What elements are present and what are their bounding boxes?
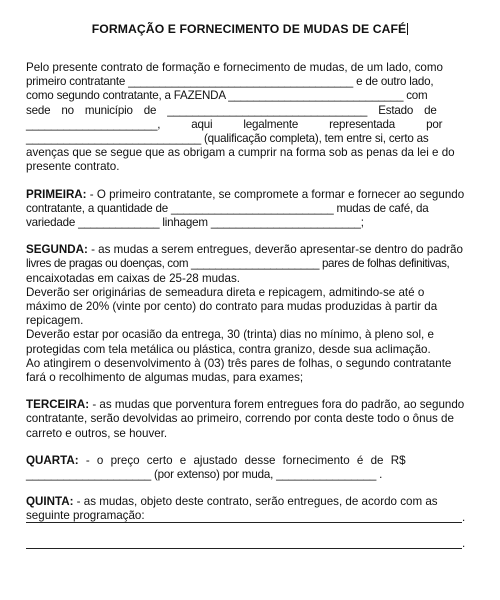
clause-quinta bbox=[26, 495, 471, 523]
clause-primeira bbox=[26, 188, 471, 231]
clause-text: - o preço certo e ajustado desse fornecimento é de R$ bbox=[78, 453, 406, 467]
clause-line: encaixotadas em caixas de 25-28 mudas. bbox=[26, 271, 240, 285]
intro-line: avenças que se segue que as obrigam a cumprir na forma sob as penas da lei e do bbox=[26, 146, 455, 160]
clause-line: livres de pragas ou doenças, com _____________________ pares de folhas definitivas, bbox=[26, 257, 450, 271]
clause-label: PRIMEIRA: bbox=[26, 187, 87, 201]
clause-line bbox=[26, 398, 471, 412]
clause-line: repicagem. bbox=[26, 314, 84, 328]
clause-line: máximo de 20% (vinte por cento) do contrato para mudas produzidas à partir da bbox=[26, 300, 438, 314]
clause-line: variedade _____________ linhagem ________________________; bbox=[26, 216, 364, 230]
clause-terceira bbox=[26, 398, 471, 441]
clause-line: contratante, serão devolvidas ao primeiro, correndo por conta deste todo o ônus de bbox=[26, 412, 454, 426]
clause-line bbox=[26, 454, 471, 468]
schedule-blank-line-2[interactable] bbox=[26, 548, 462, 549]
clause-line: protegidas com tela metálica ou plástica, contra granizo, desde sua aclimação. bbox=[26, 342, 431, 356]
clause-label: SEGUNDA: bbox=[26, 243, 88, 257]
title-text: FORMAÇÃO E FORNECIMENTO DE MUDAS DE CAFÉ bbox=[91, 22, 407, 36]
clause-label: QUARTA: bbox=[26, 453, 79, 467]
clause-line bbox=[26, 243, 471, 257]
text-cursor bbox=[407, 23, 408, 35]
clause-text: - as mudas, objeto deste contrato, serão entregues, de acordo com as bbox=[73, 495, 438, 509]
clause-segunda bbox=[26, 243, 471, 385]
clause-quarta bbox=[26, 454, 471, 482]
clause-line: Deverão ser originárias de semeadura direta e repicagem, admitindo-se até o bbox=[26, 285, 425, 299]
intro-paragraph bbox=[26, 61, 471, 175]
clause-text: - as mudas que porventura forem entregues fora do padrão, ao segundo bbox=[89, 398, 465, 412]
contract-body[interactable] bbox=[26, 61, 471, 524]
clause-label: TERCEIRA: bbox=[26, 398, 90, 412]
intro-line: sede no município de ________________________________ Estado de bbox=[26, 103, 437, 117]
intro-line: presente contrato. bbox=[26, 160, 120, 174]
intro-line: ____________________________ (qualificação completa), tem entre si, certo as bbox=[26, 132, 429, 146]
clause-line: ____________________ (por extenso) por muda, ________________ . bbox=[26, 468, 383, 482]
clause-line: Ao atingirem o desenvolvimento à (03) três pares de folhas, o segundo contratante bbox=[26, 356, 452, 370]
clause-line: seguinte programação: bbox=[26, 509, 145, 523]
intro-line: _____________________, aqui legalmente representada por bbox=[26, 117, 443, 131]
clause-line: Deverão estar por ocasião da entrega, 30 (trinta) dias no mínimo, à pleno sol, e bbox=[26, 328, 434, 342]
clause-line bbox=[26, 495, 471, 509]
clause-label: QUINTA: bbox=[26, 495, 74, 509]
document-title bbox=[0, 22, 500, 36]
schedule-blank-line-1[interactable] bbox=[26, 522, 462, 523]
clause-line: fará o recolhimento de algumas mudas, para exames; bbox=[26, 371, 304, 385]
intro-line: Pelo presente contrato de formação e fornecimento de mudas, de um lado, como bbox=[26, 61, 443, 74]
clause-line: contratante, a quantidade de __________________________ mudas de café, da bbox=[26, 201, 429, 215]
line-end-period: . bbox=[462, 511, 466, 524]
line-end-period: . bbox=[462, 537, 466, 550]
clause-text: - O primeiro contratante, se compromete a formar e fornecer ao segundo bbox=[86, 187, 465, 201]
intro-line: primeiro contratante ____________________________________ e de outro lado, bbox=[26, 75, 434, 89]
clause-line: carreto e outros, se houver. bbox=[26, 426, 168, 440]
intro-line: como segundo contratante, a FAZENDA ____________________________ com bbox=[26, 89, 428, 103]
clause-text: - as mudas a serem entregues, deverão apresentar-se dentro do padrão bbox=[87, 243, 463, 257]
clause-line bbox=[26, 188, 471, 202]
